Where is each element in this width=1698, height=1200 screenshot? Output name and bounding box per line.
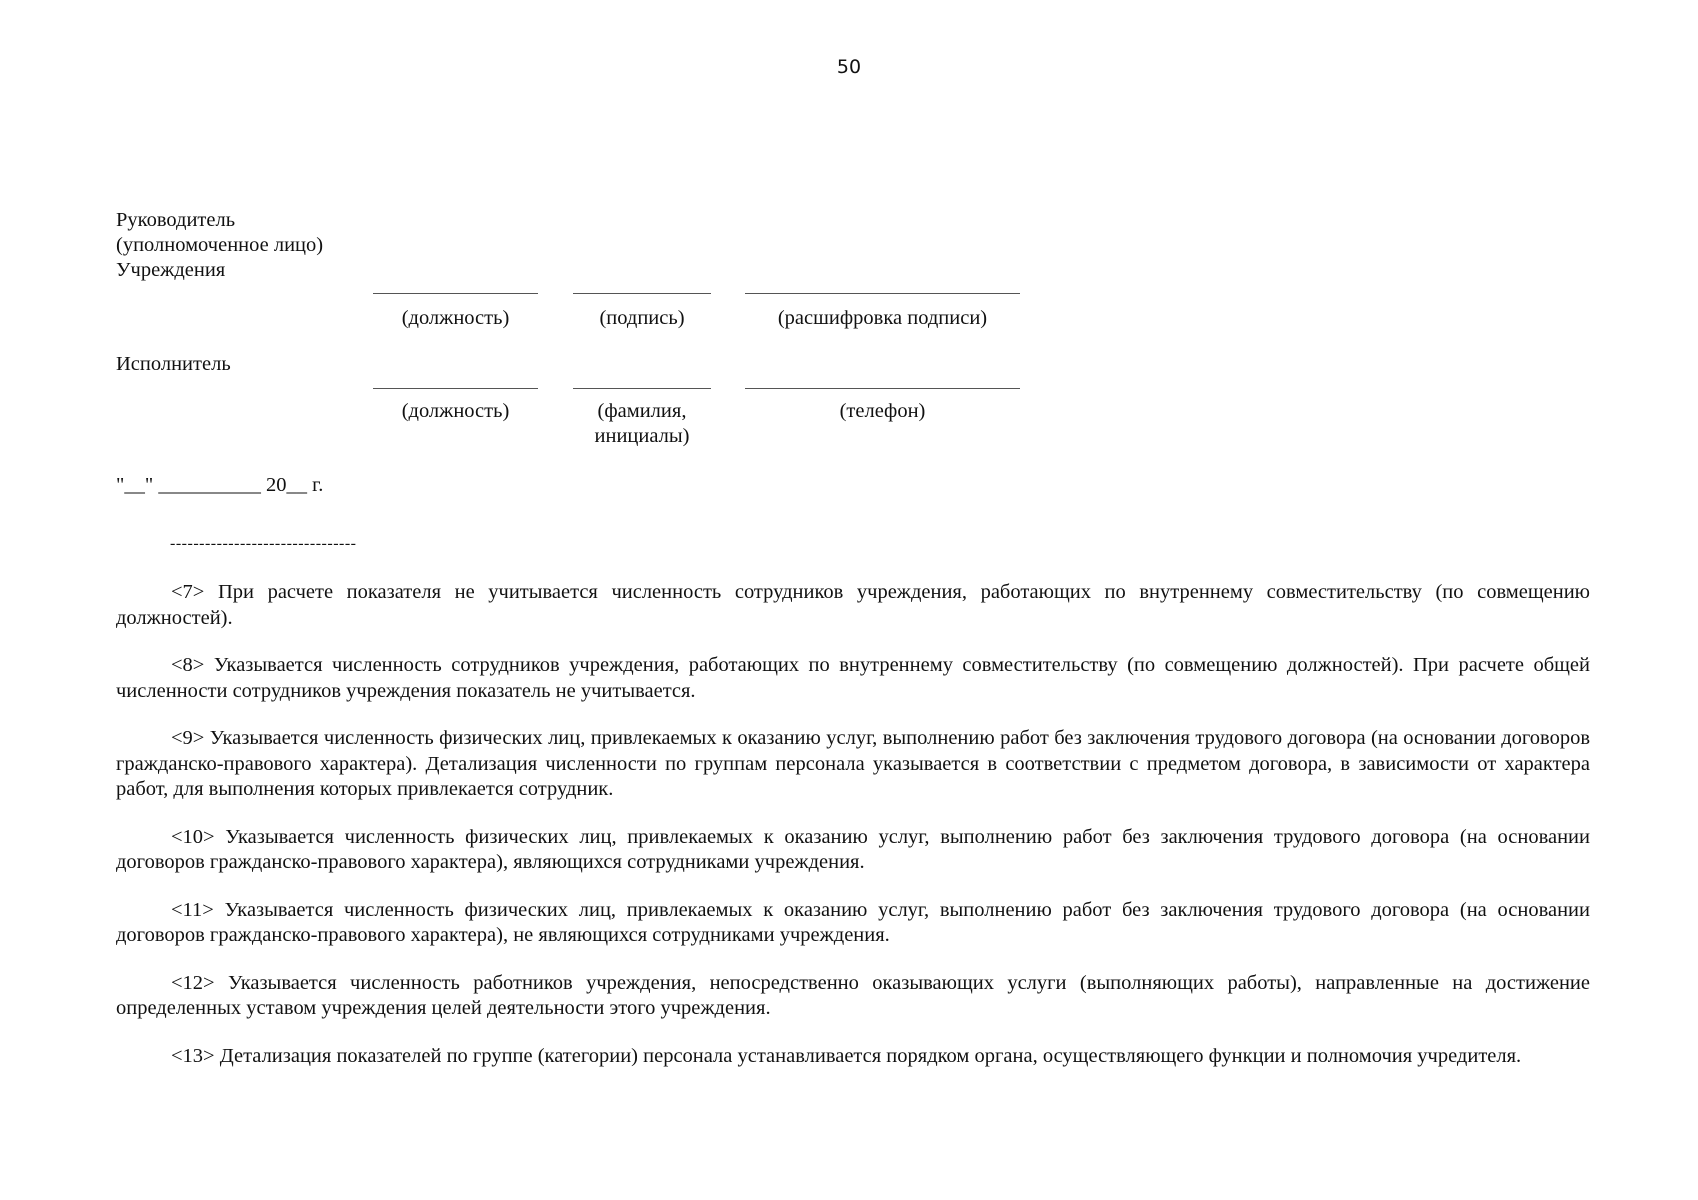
head-title-line-3: Учреждения — [116, 259, 226, 281]
head-signature-caption: (подпись) — [599, 307, 685, 329]
head-title-block — [116, 208, 323, 283]
executor-label: Исполнитель — [116, 353, 231, 375]
executor-position-line — [373, 388, 538, 389]
executor-name-caption — [573, 399, 711, 449]
executor-name-caption-line-2: инициалы) — [594, 425, 690, 447]
executor-position-caption: (должность) — [401, 400, 510, 422]
executor-name-caption-line-1: (фамилия, — [597, 400, 687, 422]
head-title-line-1: Руководитель — [116, 209, 236, 231]
head-position-line — [373, 293, 538, 294]
executor-phone-line — [745, 388, 1020, 389]
footnote-10: <10> Указывается численность физических лиц, привлекаемых к оказанию услуг, выполнению работ без заключения трудового договора (на основании договоров гражданско-правового характера), являющихся сотрудниками учреждения. — [116, 825, 1590, 873]
footnote-7: <7> При расчете показателя не учитывается численность сотрудников учреждения, работающих по внутреннему совместительству (по совмещению должностей). — [116, 581, 1590, 629]
head-title-line-2: (уполномоченное лицо) — [116, 234, 324, 256]
executor-name-line — [573, 388, 711, 389]
head-decoding-caption: (расшифровка подписи) — [777, 307, 988, 329]
head-signature-line — [573, 293, 711, 294]
footnotes — [116, 580, 1590, 1091]
page-number: 50 — [836, 56, 862, 78]
head-decoding-line — [745, 293, 1020, 294]
head-position-caption: (должность) — [401, 307, 510, 329]
footnote-11: <11> Указывается численность физических лиц, привлекаемых к оказанию услуг, выполнению работ без заключения трудового договора (на основании договоров гражданско-правового характера), не являющихся сотрудниками учреждения. — [116, 898, 1590, 946]
footnote-9: <9> Указывается численность физических лиц, привлекаемых к оказанию услуг, выполнению работ без заключения трудового договора (на основании договоров гражданско-правового характера). Детализация численности по группам персонала указывается в соответствии с предметом договора, в зависимости от характера работ, для выполнения которых привлекается сотрудник. — [116, 727, 1590, 800]
executor-phone-caption: (телефон) — [839, 400, 926, 422]
footnote-12: <12> Указывается численность работников учреждения, непосредственно оказывающих услуги (выполняющих работы), направленные на достижение определенных уставом учреждения целей деятельности этого учреждения. — [116, 971, 1590, 1019]
footnote-13: <13> Детализация показателей по группе (категории) персонала устанавливается порядком органа, осуществляющего функции и полномочия учредителя. — [171, 1044, 1522, 1067]
footnote-8: <8> Указывается численность сотрудников учреждения, работающих по внутреннему совместительству (по совмещению должностей). При расчете общей численности сотрудников учреждения показатель не учитывается. — [116, 654, 1590, 702]
footnote-separator: -------------------------------- — [170, 535, 357, 552]
date-line: "__" __________ 20__ г. — [116, 474, 324, 496]
